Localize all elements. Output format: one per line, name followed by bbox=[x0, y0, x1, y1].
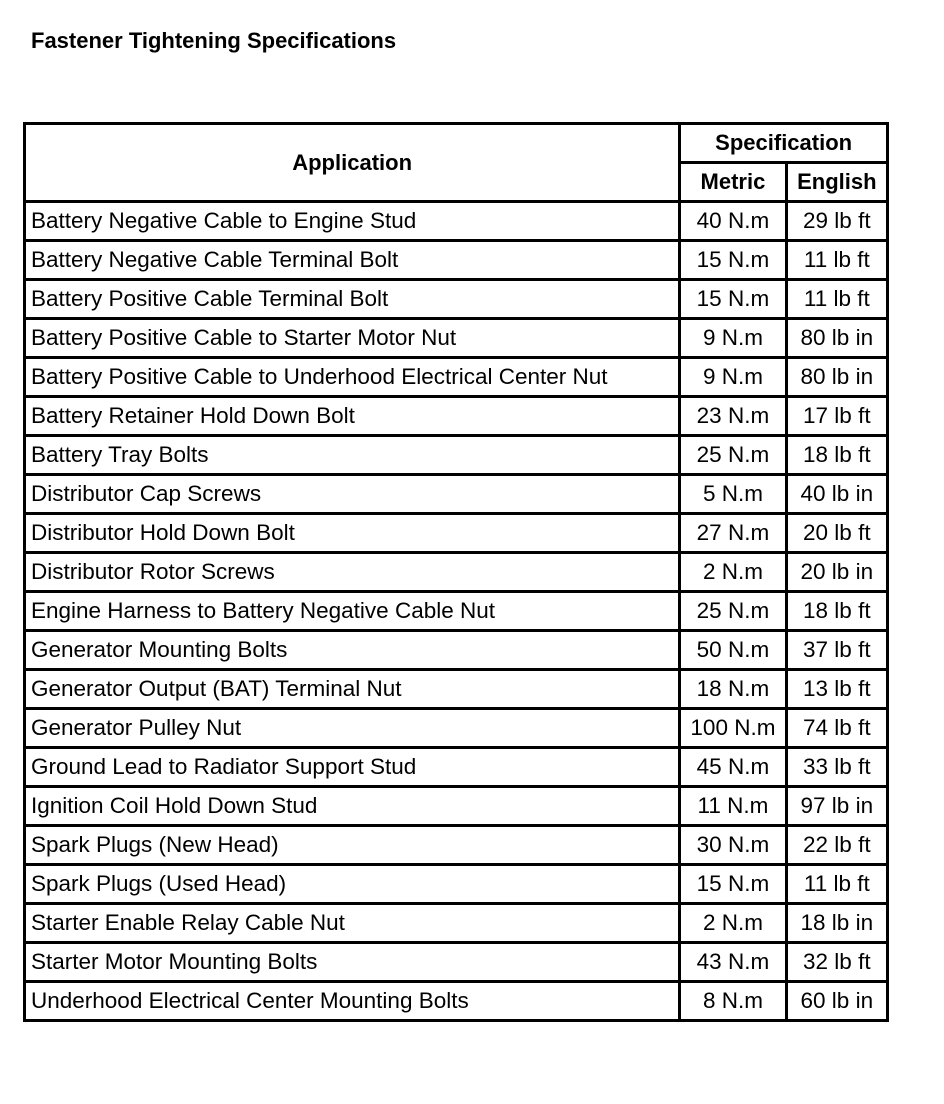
fastener-spec-table bbox=[23, 122, 889, 1022]
application-cell: Distributor Cap Screws bbox=[25, 475, 680, 514]
application-cell: Generator Output (BAT) Terminal Nut bbox=[25, 670, 680, 709]
english-cell: 18 lb in bbox=[786, 904, 887, 943]
metric-cell: 40 N.m bbox=[680, 202, 786, 241]
table-row bbox=[25, 631, 888, 670]
english-cell: 74 lb ft bbox=[786, 709, 887, 748]
table-row bbox=[25, 397, 888, 436]
table-row bbox=[25, 280, 888, 319]
metric-cell: 27 N.m bbox=[680, 514, 786, 553]
table-row bbox=[25, 553, 888, 592]
english-cell: 22 lb ft bbox=[786, 826, 887, 865]
metric-cell: 8 N.m bbox=[680, 982, 786, 1021]
english-cell: 20 lb ft bbox=[786, 514, 887, 553]
application-cell: Battery Positive Cable to Underhood Electrical Center Nut bbox=[25, 358, 680, 397]
table-row bbox=[25, 709, 888, 748]
specification-header: Specification bbox=[680, 124, 888, 163]
english-cell: 18 lb ft bbox=[786, 436, 887, 475]
application-header: Application bbox=[25, 124, 680, 202]
application-cell: Ground Lead to Radiator Support Stud bbox=[25, 748, 680, 787]
application-cell: Generator Pulley Nut bbox=[25, 709, 680, 748]
metric-cell: 100 N.m bbox=[680, 709, 786, 748]
metric-cell: 11 N.m bbox=[680, 787, 786, 826]
table-row bbox=[25, 475, 888, 514]
application-cell: Distributor Rotor Screws bbox=[25, 553, 680, 592]
table-row bbox=[25, 319, 888, 358]
header-row bbox=[25, 124, 888, 163]
metric-cell: 25 N.m bbox=[680, 592, 786, 631]
metric-cell: 25 N.m bbox=[680, 436, 786, 475]
english-cell: 11 lb ft bbox=[786, 241, 887, 280]
application-cell: Starter Enable Relay Cable Nut bbox=[25, 904, 680, 943]
application-cell: Battery Retainer Hold Down Bolt bbox=[25, 397, 680, 436]
metric-cell: 45 N.m bbox=[680, 748, 786, 787]
table-row bbox=[25, 670, 888, 709]
application-cell: Distributor Hold Down Bolt bbox=[25, 514, 680, 553]
english-header: English bbox=[786, 163, 887, 202]
application-cell: Underhood Electrical Center Mounting Bolts bbox=[25, 982, 680, 1021]
application-cell: Generator Mounting Bolts bbox=[25, 631, 680, 670]
metric-cell: 5 N.m bbox=[680, 475, 786, 514]
application-cell: Engine Harness to Battery Negative Cable Nut bbox=[25, 592, 680, 631]
metric-cell: 15 N.m bbox=[680, 865, 786, 904]
english-cell: 33 lb ft bbox=[786, 748, 887, 787]
english-cell: 11 lb ft bbox=[786, 280, 887, 319]
metric-cell: 15 N.m bbox=[680, 241, 786, 280]
english-cell: 17 lb ft bbox=[786, 397, 887, 436]
english-cell: 37 lb ft bbox=[786, 631, 887, 670]
table-row bbox=[25, 787, 888, 826]
metric-cell: 50 N.m bbox=[680, 631, 786, 670]
table-row bbox=[25, 826, 888, 865]
metric-cell: 2 N.m bbox=[680, 553, 786, 592]
metric-cell: 9 N.m bbox=[680, 358, 786, 397]
metric-cell: 9 N.m bbox=[680, 319, 786, 358]
table-row bbox=[25, 748, 888, 787]
table-row bbox=[25, 865, 888, 904]
application-cell: Starter Motor Mounting Bolts bbox=[25, 943, 680, 982]
application-cell: Battery Positive Cable Terminal Bolt bbox=[25, 280, 680, 319]
table-row bbox=[25, 436, 888, 475]
page-title: Fastener Tightening Specifications bbox=[31, 28, 397, 53]
english-cell: 40 lb in bbox=[786, 475, 887, 514]
table-body bbox=[25, 202, 888, 1021]
english-cell: 29 lb ft bbox=[786, 202, 887, 241]
table-row bbox=[25, 514, 888, 553]
table-row bbox=[25, 943, 888, 982]
metric-cell: 18 N.m bbox=[680, 670, 786, 709]
table-row bbox=[25, 592, 888, 631]
table-row bbox=[25, 982, 888, 1021]
english-cell: 11 lb ft bbox=[786, 865, 887, 904]
metric-cell: 23 N.m bbox=[680, 397, 786, 436]
english-cell: 13 lb ft bbox=[786, 670, 887, 709]
table-row bbox=[25, 358, 888, 397]
english-cell: 80 lb in bbox=[786, 358, 887, 397]
application-cell: Battery Positive Cable to Starter Motor Nut bbox=[25, 319, 680, 358]
table-row bbox=[25, 904, 888, 943]
application-cell: Ignition Coil Hold Down Stud bbox=[25, 787, 680, 826]
english-cell: 20 lb in bbox=[786, 553, 887, 592]
application-cell: Spark Plugs (New Head) bbox=[25, 826, 680, 865]
english-cell: 32 lb ft bbox=[786, 943, 887, 982]
metric-header: Metric bbox=[680, 163, 786, 202]
metric-cell: 30 N.m bbox=[680, 826, 786, 865]
english-cell: 18 lb ft bbox=[786, 592, 887, 631]
application-cell: Battery Tray Bolts bbox=[25, 436, 680, 475]
metric-cell: 43 N.m bbox=[680, 943, 786, 982]
english-cell: 80 lb in bbox=[786, 319, 887, 358]
application-cell: Battery Negative Cable Terminal Bolt bbox=[25, 241, 680, 280]
application-cell: Battery Negative Cable to Engine Stud bbox=[25, 202, 680, 241]
table-row bbox=[25, 241, 888, 280]
english-cell: 60 lb in bbox=[786, 982, 887, 1021]
table-row bbox=[25, 202, 888, 241]
english-cell: 97 lb in bbox=[786, 787, 887, 826]
application-cell: Spark Plugs (Used Head) bbox=[25, 865, 680, 904]
metric-cell: 2 N.m bbox=[680, 904, 786, 943]
metric-cell: 15 N.m bbox=[680, 280, 786, 319]
